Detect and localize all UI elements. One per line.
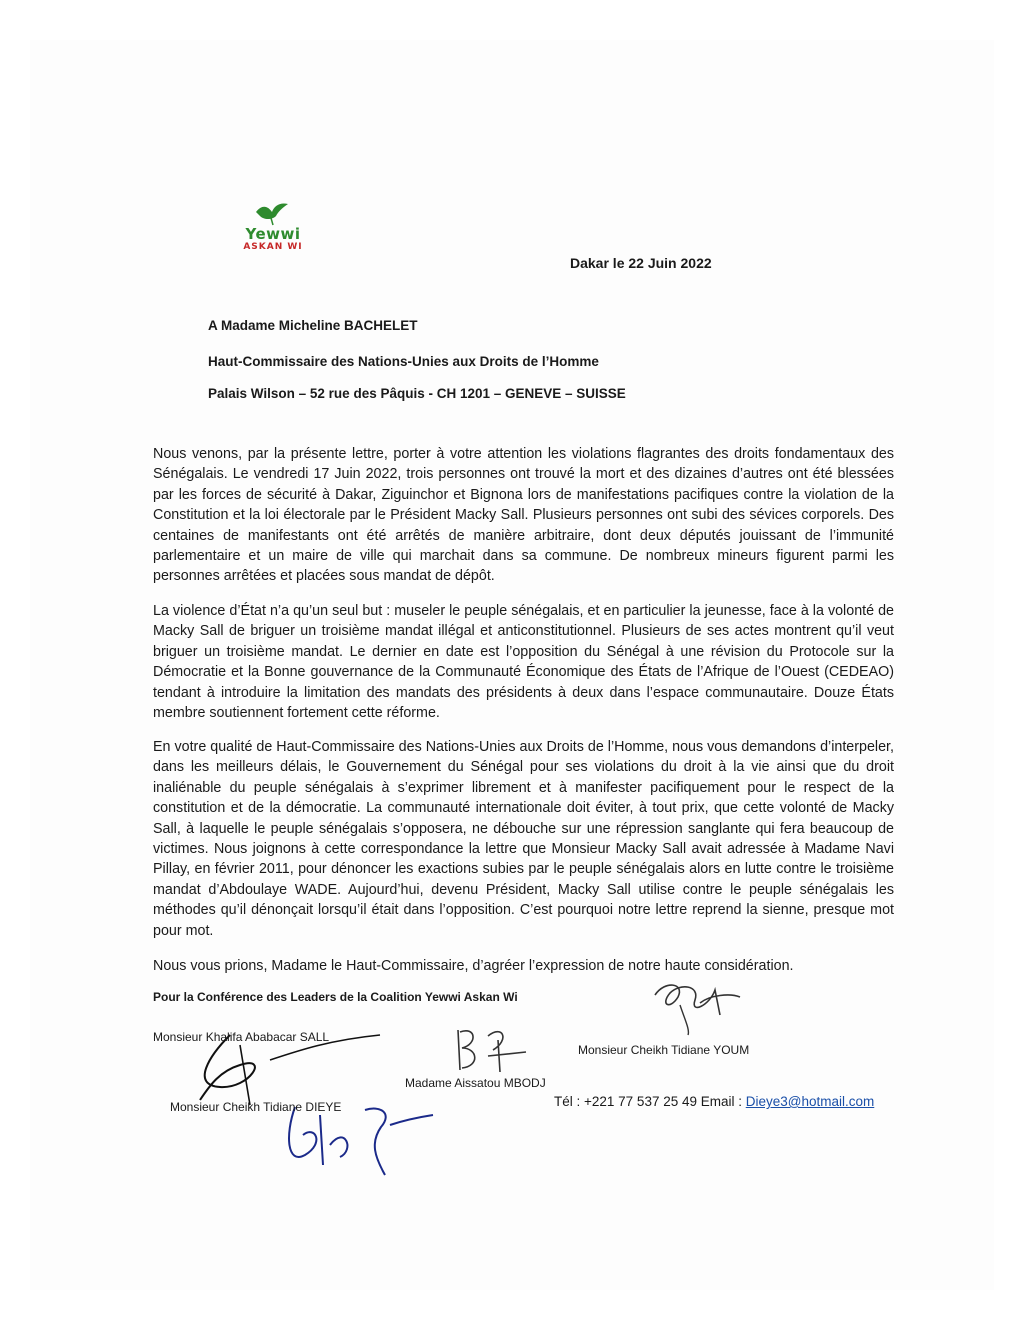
signature-mbodj bbox=[448, 1022, 528, 1077]
recipient-address: Palais Wilson – 52 rue des Pâquis - CH 1201 – GENEVE – SUISSE bbox=[208, 386, 626, 401]
recipient-name: A Madame Micheline BACHELET bbox=[208, 318, 418, 333]
body-paragraph-2: La violence d’État n’a qu’un seul but : museler le peuple sénégalais, et en particulier la jeunesse, face à la volonté de Macky Sall de briguer un troisième mandat illégal et anticonstitutionnel. Plusieurs de ses actes montrent qu’il veut briguer un troisième mandat. Le dernier en date est l’opposition du Sénégal à une révision du Protocole sur la Démocratie et la Bonne gouvernance de la Communauté Économique des États de l’Afrique de l’Ouest (CEDEAO) tendant à introduire la limitation des mandats des présidents à deux dans l’espace communautaire. Douze États membre soutiennent fortement cette réforme. bbox=[153, 603, 894, 722]
logo-name: Yewwi bbox=[245, 225, 301, 243]
signatory-aissatou-mbodj: Madame Aissatou MBODJ bbox=[405, 1076, 546, 1090]
contact-line bbox=[554, 1094, 874, 1109]
logo-subtitle: ASKAN WI bbox=[243, 242, 303, 252]
body-paragraph-1: Nous venons, par la présente lettre, porter à votre attention les violations flagrantes des droits fondamentaux des Sénégalais. Le vendredi 17 Juin 2022, trois personnes ont trouvé la mort et des dizaines d’autres ont été blessées par les forces de sécurité à Dakar, Ziguinchor et Bignona lors de manifestations pacifiques contre la violation de la Constitution et la loi électorale par le Président Macky Sall. Plusieurs personnes ont subi des sévices corporels. Des centaines de manifestants ont été arrêtés de manière arbitraire, dont deux députés jouissant de l’immunité parlementaire et un maire de ville qui marchait dans sa commune. De nombreux mineurs figurent parmi les personnes arrêtées et placées sous mandat de dépôt. bbox=[153, 446, 894, 585]
contact-email-link[interactable]: Dieye3@hotmail.com bbox=[745, 1094, 875, 1109]
dove-icon bbox=[254, 200, 292, 226]
body-paragraph-3: En votre qualité de Haut-Commissaire des Nations-Unies aux Droits de l’Homme, nous vous demandons d’interpeler, dans les meilleurs délais, le Gouvernement du Sénégal pour ses violations du droit à la vie ainsi que du droit inaliénable du peuple sénégalais à s’exprimer librement et à manifester pacifiquement pour le respect de la constitution et de la démocratie. La communauté internationale doit éviter, à tout prix, que cette volonté de Macky Sall, à laquelle le peuple sénégalais s’opposera, ne débouche sur une répression sanglante qui fera beaucoup de victimes. Nous joignons à cette correspondance la lettre que Monsieur Macky Sall avait adressée à Madame Navi Pillay, en février 2011, pour dénoncer les exactions subies par le peuple sénégalais alors en lutte contre le troisième mandat d’Abdoulaye WADE. Aujourd’hui, devenu Président, Macky Sall utilise contre le peuple sénégalais les méthodes qu’il dénonçait lorsqu’il était dans l’opposition. C’est pourquoi notre lettre reprend la sienne, presque mot pour mot. bbox=[153, 739, 894, 939]
signatory-cheikh-youm: Monsieur Cheikh Tidiane YOUM bbox=[578, 1043, 750, 1057]
recipient-title: Haut-Commissaire des Nations-Unies aux Droits de l’Homme bbox=[208, 354, 599, 369]
letter-date: Dakar le 22 Juin 2022 bbox=[570, 255, 712, 271]
body-paragraph-4: Nous vous prions, Madame le Haut-Commissaire, d’agréer l’expression de notre haute considération. bbox=[153, 958, 794, 974]
signature-youm bbox=[640, 975, 750, 1037]
signatory-cheikh-dieye: Monsieur Cheikh Tidiane DIEYE bbox=[170, 1100, 342, 1114]
coalition-line: Pour la Conférence des Leaders de la Coalition Yewwi Askan Wi bbox=[153, 990, 518, 1004]
contact-phone: Tél : +221 77 537 25 49 Email : bbox=[554, 1094, 746, 1109]
signatory-khalifa-sall: Monsieur Khalifa Ababacar SALL bbox=[153, 1030, 330, 1044]
coalition-logo bbox=[228, 200, 318, 260]
